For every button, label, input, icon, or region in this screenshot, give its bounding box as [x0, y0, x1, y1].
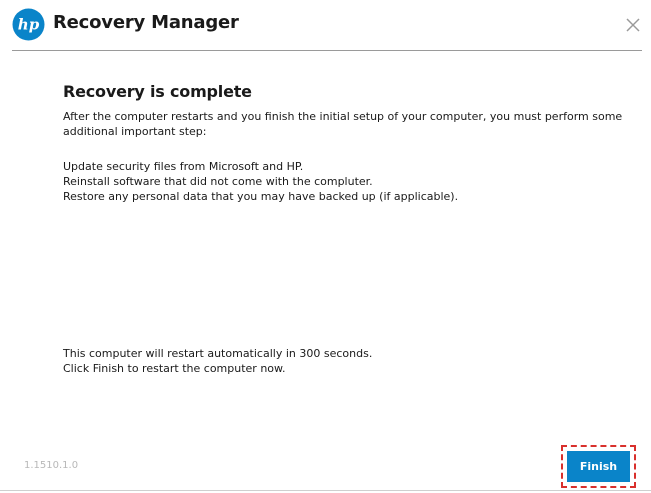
hp-logo-icon [12, 8, 45, 41]
steps-list [63, 159, 623, 204]
restart-countdown-text: This computer will restart automatically in 300 seconds. [63, 347, 373, 360]
intro-text: After the computer restarts and you finish the initial setup of your computer, you must perform some additional important step: [63, 110, 623, 138]
finish-highlight [561, 445, 636, 488]
step-item: Reinstall software that did not come with the compluter. [63, 175, 373, 188]
step-item: Update security files from Microsoft and HP. [63, 160, 304, 173]
title-divider [12, 50, 642, 51]
finish-button[interactable]: Finish [567, 451, 630, 482]
restart-instruction-text: Click Finish to restart the computer now. [63, 362, 286, 375]
title-bar [0, 0, 651, 50]
restart-notice [63, 346, 372, 376]
bottom-divider [0, 490, 651, 491]
page-heading: Recovery is complete [63, 82, 252, 101]
app-title: Recovery Manager [53, 12, 239, 33]
close-icon[interactable] [622, 14, 644, 36]
version-label: 1.1510.1.0 [24, 460, 79, 471]
step-item: Restore any personal data that you may have backed up (if applicable). [63, 190, 459, 203]
hp-logo-text: hp [17, 15, 40, 34]
main-content [63, 82, 623, 204]
